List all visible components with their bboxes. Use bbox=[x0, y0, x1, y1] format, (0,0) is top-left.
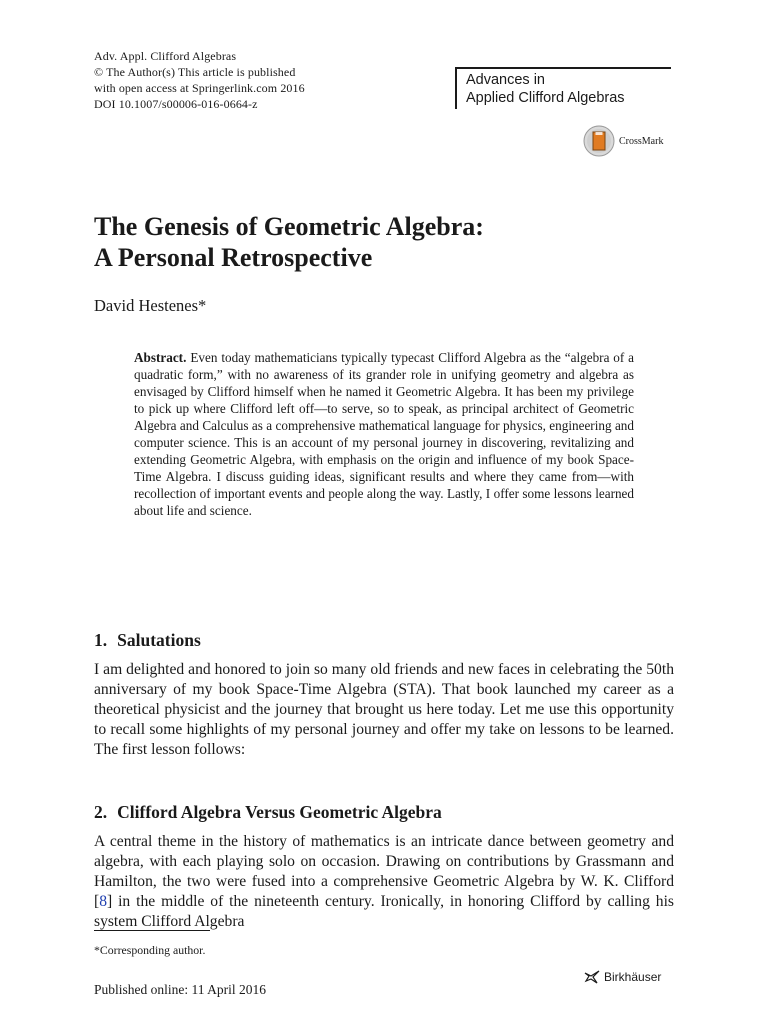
footnote-divider bbox=[94, 930, 210, 931]
publisher-logo bbox=[584, 970, 661, 984]
crossmark-icon bbox=[583, 125, 615, 157]
section-heading-clifford-vs-geometric bbox=[94, 802, 674, 823]
crossmark-badge[interactable] bbox=[583, 125, 678, 157]
doi-link[interactable]: DOI 10.1007/s00006-016-0664-z bbox=[94, 97, 258, 111]
citation-link[interactable]: 8 bbox=[99, 893, 107, 910]
section-title: Salutations bbox=[117, 630, 201, 650]
journal-title-box bbox=[455, 67, 671, 109]
section-heading-salutations bbox=[94, 630, 674, 651]
published-date: Published online: 11 April 2016 bbox=[94, 982, 266, 997]
section-number: 1. bbox=[94, 630, 108, 650]
publisher-name: Birkhäuser bbox=[604, 970, 662, 984]
crossmark-label: CrossMark bbox=[619, 135, 664, 147]
journal-title-line1: Advances in bbox=[466, 72, 545, 88]
abstract-text: Even today mathematicians typically typecast Clifford Algebra as the “algebra of a quadratic form,” with no awareness of its grander role in unifying geometry and algebra as envisaged by Clifford himself when he named it Geometric Algebra. It has been my privilege to pick up where Clifford left off—to serve, so to speak, as principal architect of Geometric Algebra and Calculus as a comprehensive mathematical language for physics, engineering and computer science. This is an account of my personal journey in discovering, revitalizing and extending Geometric Algebra, with emphasis on the origin and influence of my book Space-Time Algebra. I discuss guiding ideas, significant results and where they came from—with recollection of important events and people along the way. Lastly, I offer some lessons learned about life and science. bbox=[134, 350, 634, 518]
journal-masthead bbox=[94, 48, 394, 112]
abstract bbox=[134, 349, 634, 519]
article-title bbox=[94, 211, 674, 273]
section-number: 2. bbox=[94, 802, 108, 822]
section-paragraph-salutations: I am delighted and honored to join so many old friends and new faces in celebrating the 50th anniversary of my book Space-Time Algebra (STA). That book launched my career as a theoretical physicist and the journey that brought us here today. Let me use this opportunity to recall some highlights of my personal journey and offer my take on lessons to be learned. The first lesson follows: bbox=[94, 661, 674, 758]
section-title: Clifford Algebra Versus Geometric Algebra bbox=[117, 802, 442, 822]
paragraph-text-before: A central theme in the history of mathematics is an intricate dance between geometry and algebra, with each playing solo on occasion. Drawing on contributions by Grassmann and Hamilton, the two were fused into a comprehensive Geometric Algebra by W. K. Clifford [ bbox=[94, 833, 674, 910]
birkhauser-icon bbox=[584, 970, 600, 984]
paragraph-text-after: ] in the middle of the nineteenth century. Ironically, in honoring Clifford by calling his system Clifford Algebra bbox=[94, 893, 674, 930]
section-paragraph-clifford-vs-geometric bbox=[94, 832, 674, 932]
journal-short-name: Adv. Appl. Clifford Algebras bbox=[94, 49, 237, 63]
footnote: *Corresponding author. bbox=[94, 943, 206, 957]
author-name[interactable]: David Hestenes* bbox=[94, 296, 207, 315]
journal-title-line2: Applied Clifford Algebras bbox=[466, 90, 625, 106]
abstract-label: Abstract. bbox=[134, 350, 187, 365]
title-line2: A Personal Retrospective bbox=[94, 243, 373, 272]
title-line1: The Genesis of Geometric Algebra: bbox=[94, 212, 484, 241]
open-access-line: with open access at Springerlink.com 2016 bbox=[94, 81, 305, 95]
copyright-line: © The Author(s) This article is published bbox=[94, 65, 296, 79]
